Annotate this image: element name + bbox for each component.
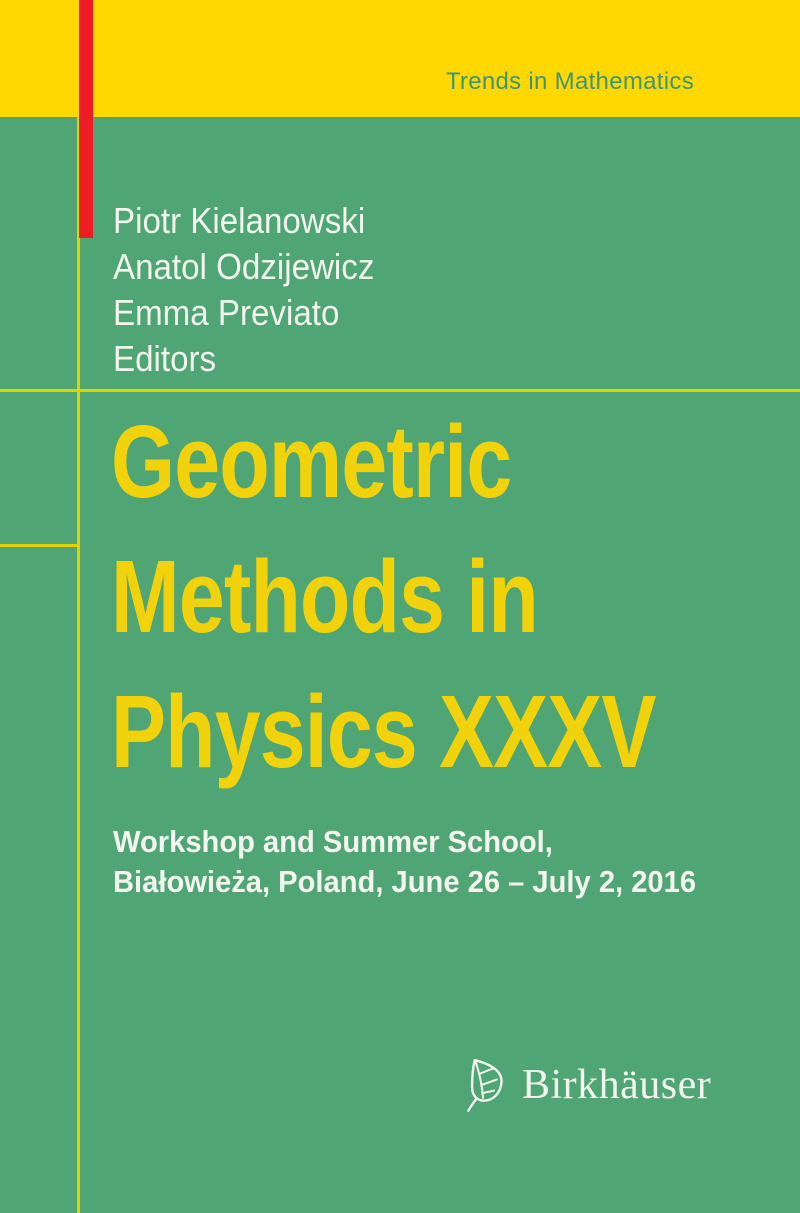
horizontal-hairline-short	[0, 544, 78, 547]
book-title-line: Physics XXXV	[111, 674, 656, 789]
editors-block	[113, 198, 374, 382]
publisher-logo	[461, 1056, 711, 1114]
horizontal-hairline-full	[0, 389, 800, 392]
book-title-line: Geometric	[111, 404, 512, 519]
series-title: Trends in Mathematics	[445, 68, 694, 95]
book-title-line: Methods in	[111, 539, 538, 654]
series-band	[0, 0, 800, 117]
book-subtitle-line: Workshop and Summer School,	[113, 824, 553, 859]
author-name: Anatol Odzijewicz	[113, 246, 375, 287]
author-name: Emma Previato	[113, 292, 340, 333]
red-bookmark-stripe	[79, 0, 93, 238]
publisher-name: Birkhäuser	[522, 1062, 712, 1108]
book-subtitle	[113, 822, 696, 902]
vertical-hairline	[77, 117, 80, 1213]
book-subtitle-line: Białowieża, Poland, June 26 – July 2, 2016	[113, 864, 697, 899]
author-name: Piotr Kielanowski	[113, 200, 366, 241]
book-title	[111, 394, 656, 799]
birch-leaf-icon	[461, 1056, 507, 1114]
editors-role-label: Editors	[113, 338, 217, 379]
